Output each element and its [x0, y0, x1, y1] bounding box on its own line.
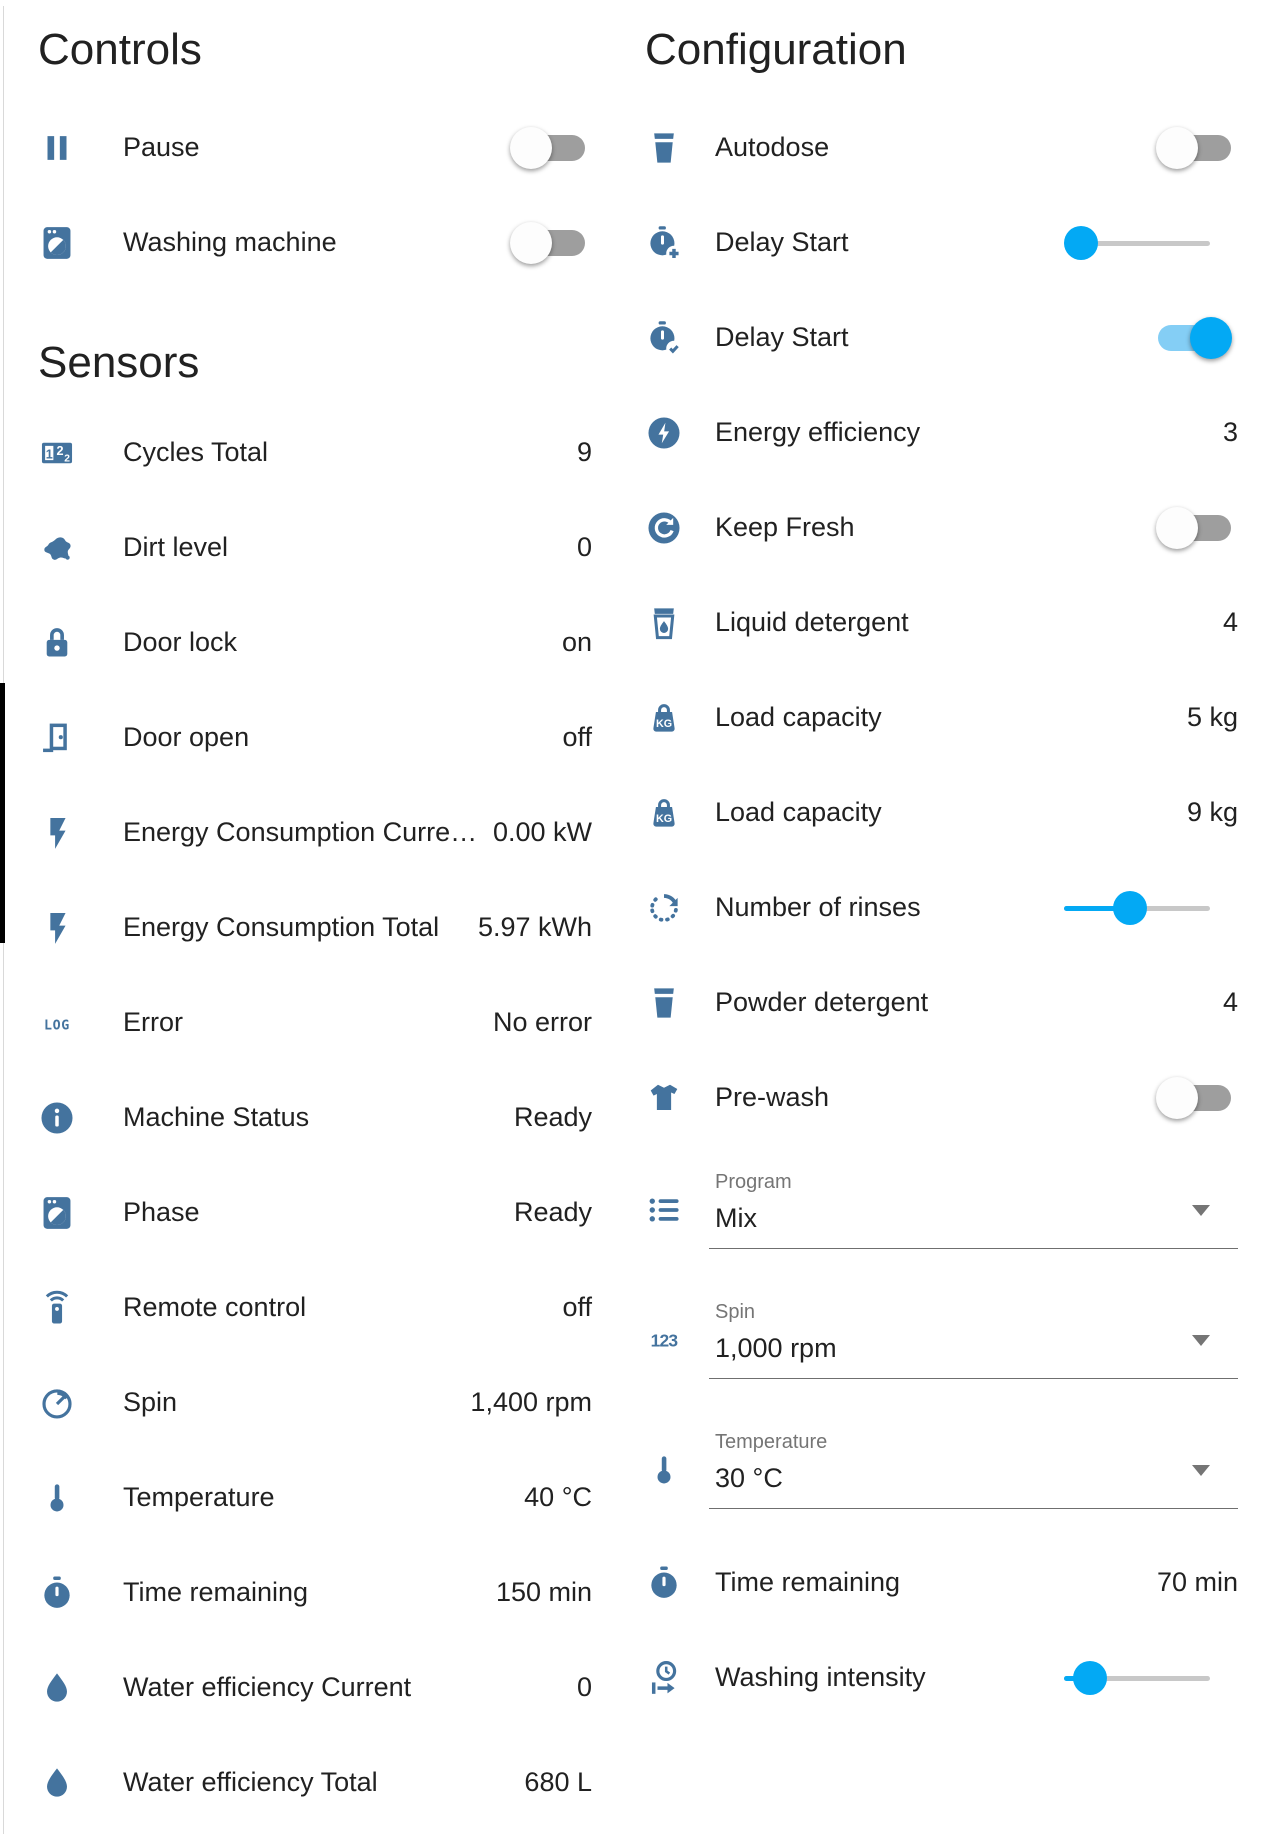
config-row-delay-start-slider: [645, 195, 1238, 290]
config-label: Time remaining: [715, 1567, 901, 1597]
slider-knob[interactable]: [1073, 1661, 1107, 1695]
washing-machine-icon: [38, 224, 76, 262]
keep-fresh-toggle[interactable]: [1156, 507, 1232, 549]
thermometer-icon: [645, 1451, 683, 1489]
washing-intensity-slider[interactable]: [1064, 1657, 1210, 1699]
svg-text:KG: KG: [655, 812, 673, 825]
control-row-pause: [38, 100, 592, 195]
info-circle-icon: [38, 1099, 76, 1137]
remote-icon: [38, 1289, 76, 1327]
select-value: 30 °C: [715, 1463, 783, 1493]
weight-kg-icon: [645, 794, 683, 832]
select-label: Spin: [715, 1301, 756, 1323]
timer-icon: [645, 1564, 683, 1602]
controls-section-title: Controls: [38, 25, 202, 74]
gauge-icon: [38, 1384, 76, 1422]
timer-plus-icon: [645, 224, 683, 262]
svg-text:LOG: LOG: [44, 1017, 70, 1033]
numeric-123-icon: [645, 1321, 683, 1359]
select-value: Mix: [715, 1203, 757, 1233]
config-label: Liquid detergent: [715, 607, 909, 637]
config-row-time-remaining: [645, 1535, 1238, 1630]
toggle-thumb: [1190, 317, 1232, 359]
config-row-temperature: [645, 1405, 1238, 1535]
sensor-label: Dirt level: [123, 532, 229, 562]
sensor-row-dirt-level: [38, 500, 592, 595]
config-row-delay-start-toggle: [645, 290, 1238, 385]
tshirt-icon: [645, 1079, 683, 1117]
configuration-section-title: Configuration: [645, 25, 907, 74]
counter-icon: [38, 434, 76, 472]
select-label: Temperature: [715, 1431, 828, 1453]
config-row-load-capacity-5: [645, 670, 1238, 765]
sensor-row-time-remaining: [38, 1545, 592, 1640]
config-row-spin: [645, 1275, 1238, 1405]
config-label: Autodose: [715, 132, 830, 162]
sensor-value: 0.00 kW: [492, 817, 592, 847]
sensor-row-energy-consumption-total: [38, 880, 592, 975]
toggle-thumb: [1156, 127, 1198, 169]
sensor-row-temperature: [38, 1450, 592, 1545]
dropdown-arrow-icon[interactable]: [1192, 1205, 1210, 1216]
slider-knob[interactable]: [1113, 891, 1147, 925]
clock-start-icon: [645, 1659, 683, 1697]
refresh-circle-icon: [645, 509, 683, 547]
config-row-number-of-rinses: [645, 860, 1238, 955]
water-drop-icon: [38, 1669, 76, 1707]
config-value: 9 kg: [1186, 797, 1238, 827]
cup-icon: [645, 984, 683, 1022]
timer-check-icon: [645, 319, 683, 357]
config-row-keep-fresh: [645, 480, 1238, 575]
sensor-row-remote-control: [38, 1260, 592, 1355]
flash-icon: [38, 909, 76, 947]
svg-text:123: 123: [650, 1330, 678, 1351]
sensor-value: off: [562, 1292, 592, 1322]
sensor-row-door-open: [38, 690, 592, 785]
svg-text:2: 2: [56, 443, 64, 458]
config-value: 70 min: [1156, 1567, 1238, 1597]
rotate-right-icon: [645, 889, 683, 927]
delay-start-slider[interactable]: [1064, 222, 1210, 264]
sensor-label: Phase: [123, 1197, 200, 1227]
sensor-row-energy-consumption-current: [38, 785, 592, 880]
pause-toggle[interactable]: [510, 127, 586, 169]
right-column: [645, 0, 1238, 1725]
sensors-section-title: Sensors: [38, 337, 200, 387]
config-row-liquid-detergent: [645, 575, 1238, 670]
config-row-program: [645, 1145, 1238, 1275]
sensor-row-cycles-total: [38, 405, 592, 500]
sensor-value: 9: [576, 437, 592, 467]
flash-circle-icon: [645, 414, 683, 452]
dropdown-arrow-icon[interactable]: [1192, 1335, 1210, 1346]
config-label: Delay Start: [715, 322, 849, 352]
cup-icon: [645, 129, 683, 167]
config-label: Load capacity: [715, 797, 882, 827]
delay-start-toggle[interactable]: [1156, 317, 1232, 359]
slider-knob[interactable]: [1064, 226, 1098, 260]
config-label: Load capacity: [715, 702, 882, 732]
sensor-label: Remote control: [123, 1292, 307, 1322]
sensor-value: 5.97 kWh: [477, 912, 592, 942]
flash-icon: [38, 814, 76, 852]
cup-water-icon: [645, 604, 683, 642]
sensor-label: Error: [123, 1007, 183, 1037]
sensor-row-machine-status: [38, 1070, 592, 1165]
sensor-label: Spin: [123, 1387, 178, 1417]
sensor-row-water-efficiency-total: [38, 1735, 592, 1830]
config-value: 4: [1222, 987, 1238, 1017]
sensor-value: off: [562, 722, 592, 752]
sensor-value: Ready: [513, 1102, 592, 1132]
config-label: Energy efficiency: [715, 417, 921, 447]
sensor-value: 1,400 rpm: [470, 1387, 592, 1417]
water-drop-icon: [38, 1764, 76, 1802]
thermometer-icon: [38, 1479, 76, 1517]
washing-machine-toggle[interactable]: [510, 222, 586, 264]
sensor-label: Machine Status: [123, 1102, 310, 1132]
sensor-row-door-lock: [38, 595, 592, 690]
scrollbar-thumb[interactable]: [0, 683, 5, 943]
toggle-thumb: [510, 222, 552, 264]
spin-select[interactable]: [709, 1301, 1238, 1379]
config-value: 4: [1222, 607, 1238, 637]
sensor-row-phase: [38, 1165, 592, 1260]
select-value: 1,000 rpm: [715, 1333, 837, 1363]
sensor-value: 40 °C: [524, 1482, 592, 1512]
number-of-rinses-slider[interactable]: [1064, 887, 1210, 929]
toggle-thumb: [1156, 507, 1198, 549]
sensor-label: Temperature: [123, 1482, 275, 1512]
left-column: [38, 0, 592, 1830]
dirt-splat-icon: [38, 529, 76, 567]
config-label: Pre-wash: [715, 1082, 830, 1112]
temperature-select[interactable]: [709, 1431, 1238, 1509]
sensor-value: 150 min: [495, 1577, 592, 1607]
config-label: Delay Start: [715, 227, 849, 257]
sensor-label: Cycles Total: [123, 437, 269, 467]
sensor-value: 680 L: [524, 1767, 592, 1797]
toggle-thumb: [1156, 1077, 1198, 1119]
config-row-load-capacity-9: [645, 765, 1238, 860]
control-row-washing-machine: [38, 195, 592, 290]
sensor-row-error: [38, 975, 592, 1070]
list-bulleted-icon: [645, 1191, 683, 1229]
config-row-powder-detergent: [645, 955, 1238, 1050]
config-label: Number of rinses: [715, 892, 921, 922]
pause-icon: [38, 129, 76, 167]
sensor-value: Ready: [513, 1197, 592, 1227]
control-label: Pause: [123, 132, 200, 162]
toggle-thumb: [510, 127, 552, 169]
config-value: 5 kg: [1186, 702, 1238, 732]
autodose-toggle[interactable]: [1156, 127, 1232, 169]
sensor-label: Door lock: [123, 627, 238, 657]
config-label: Powder detergent: [715, 987, 929, 1017]
sensor-value: on: [561, 627, 592, 657]
svg-text:KG: KG: [655, 717, 673, 730]
config-row-energy-efficiency: [645, 385, 1238, 480]
washing-machine-icon: [38, 1194, 76, 1232]
config-row-autodose: [645, 100, 1238, 195]
sensor-label: Water efficiency Current: [123, 1672, 412, 1702]
config-row-pre-wash: [645, 1050, 1238, 1145]
sensor-label: Energy Consumption Curre…: [123, 817, 478, 847]
lock-icon: [38, 624, 76, 662]
sensor-label: Door open: [123, 722, 250, 752]
sensor-value: 0: [576, 1672, 592, 1702]
sensor-label: Water efficiency Total: [123, 1767, 378, 1797]
config-label: Washing intensity: [715, 1662, 926, 1692]
config-label: Keep Fresh: [715, 512, 855, 542]
config-value: 3: [1222, 417, 1238, 447]
weight-kg-icon: [645, 699, 683, 737]
svg-text:1: 1: [45, 446, 53, 461]
select-label: Program: [715, 1171, 792, 1193]
sensor-label: Time remaining: [123, 1577, 309, 1607]
svg-text:2: 2: [64, 453, 70, 465]
log-icon: [38, 1004, 76, 1042]
door-open-icon: [38, 719, 76, 757]
sensor-value: No error: [492, 1007, 592, 1037]
sensor-row-spin: [38, 1355, 592, 1450]
control-label: Washing machine: [123, 227, 337, 257]
sensor-value: 0: [576, 532, 592, 562]
sensor-row-water-efficiency-current: [38, 1640, 592, 1735]
pre-wash-toggle[interactable]: [1156, 1077, 1232, 1119]
config-row-washing-intensity: [645, 1630, 1238, 1725]
timer-icon: [38, 1574, 76, 1612]
sensor-label: Energy Consumption Total: [123, 912, 440, 942]
dropdown-arrow-icon[interactable]: [1192, 1465, 1210, 1476]
program-select[interactable]: [709, 1171, 1238, 1249]
